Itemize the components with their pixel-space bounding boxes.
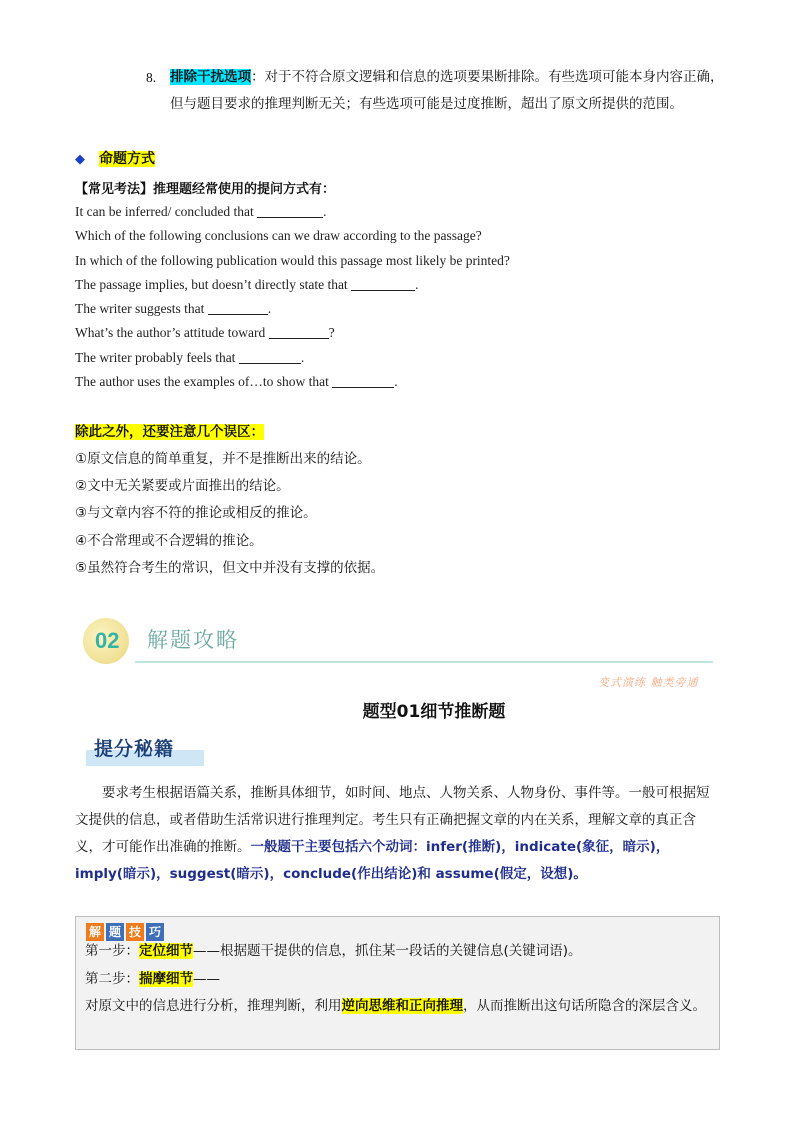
list-item: ④不合常理或不合逻辑的推论。: [75, 532, 263, 549]
type-title: 题型01细节推断题: [362, 702, 506, 722]
tips-label-char: 题: [106, 923, 124, 941]
step-1: [85, 938, 713, 966]
phrase-end: .: [267, 301, 272, 317]
step-text: 对原文中的信息进行分析，推理判断，利用: [85, 998, 342, 1014]
answer-blank: [269, 324, 329, 339]
phrase-text: Which of the following conclusions can we draw according to the passage?: [75, 228, 482, 244]
phrase-line: [75, 249, 715, 273]
phrase-line: [75, 370, 715, 394]
list-item: ⑤虽然符合考生的常识，但文中并没有支撑的依据。: [75, 559, 385, 576]
kaofa-title: 【常见考法】推理题经常使用的提问方式有：: [75, 182, 336, 197]
section-title: 解题攻略: [147, 628, 239, 652]
step-text: ——根据题干提供的信息，抓住某一段话的关键信息(关键词语)。: [193, 943, 582, 959]
section-subtitle: 变式演练 触类旁通: [598, 676, 699, 689]
pitfall-title-text: 除此之外，还要注意几个误区：: [75, 424, 264, 440]
list-item: ③与文章内容不符的推论或相反的推论。: [75, 505, 317, 522]
phrase-end: .: [394, 374, 398, 390]
tips-label-char: 解: [86, 923, 104, 941]
answer-blank: [239, 349, 301, 364]
list-item: ②文中无关紧要或片面推出的结论。: [75, 478, 290, 495]
question-phrases: [75, 200, 715, 394]
heading-text: 命题方式: [99, 151, 155, 167]
step-text: ，从而推断出这句话所隐含的深层含义。: [463, 998, 706, 1014]
phrase-line: [75, 224, 715, 248]
phrase-end: .: [323, 204, 327, 219]
step-prefix: 第二步：: [85, 970, 139, 987]
pitfall-list: [75, 446, 384, 582]
tips-content: [85, 938, 713, 1021]
phrase-end: .: [415, 276, 419, 292]
answer-blank: [208, 300, 268, 315]
list-item: ①原文信息的简单重复，并不是推断出来的结论。: [75, 451, 371, 467]
phrase-end: .: [300, 349, 305, 365]
phrase-text: The author uses the examples of…to show that: [75, 374, 333, 390]
step-prefix: 第一步：: [85, 943, 139, 959]
paragraph-text: 要求考生根据语篇关系，推断具体细节，如时间、地点、人物关系、人物身份、事件等。一般可根据短文提供的信息，或者借助生活常识进行推理判定。考生只有正确把握文章的内在关系，理解文章的真正含义，才可能作出准确的推断。: [75, 785, 710, 855]
phrase-text: The writer suggests that: [75, 301, 208, 317]
answer-blank: [332, 373, 394, 388]
section-heading-mingti: [75, 148, 155, 168]
tifen-badge: [86, 732, 206, 768]
explanation-paragraph: [75, 780, 721, 888]
tips-label-char: 巧: [146, 923, 164, 941]
phrase-text: The passage implies, but doesn’t directly state that: [75, 276, 352, 292]
phrase-text: The writer probably feels that: [75, 349, 239, 365]
phrase-end: ?: [328, 325, 335, 341]
item-text: ：对于不符合原文逻辑和信息的选项要果断排除。有些选项可能本身内容正确，但与题目要求的推理判断无关；有些选项可能是过度推断，超出了原文所提供的范围。: [170, 69, 724, 112]
phrase-text: It can be inferred/ concluded that: [75, 204, 258, 219]
section-divider: [135, 661, 713, 663]
tifen-label: 提分秘籍: [94, 738, 175, 760]
pitfall-title: [75, 420, 264, 440]
diamond-bullet-icon: ◆: [75, 152, 85, 167]
step-label: 揣摩细节: [139, 970, 193, 987]
item-number: 8.: [146, 70, 157, 85]
phrase-line: [75, 297, 715, 321]
list-item-8: [146, 64, 726, 118]
phrase-line: [75, 346, 715, 370]
section-header-02: [75, 614, 720, 669]
phrase-line: [75, 200, 715, 224]
tips-label-char: 技: [126, 923, 144, 941]
phrase-text: In which of the following publication would this passage most likely be printed?: [75, 252, 510, 268]
section-number: 02: [95, 628, 120, 653]
step-label: 逆向思维和正向推理: [341, 998, 463, 1014]
tips-box: [75, 916, 720, 1050]
step-2-body: [85, 993, 713, 1021]
item-label-highlight: 排除干扰选项: [170, 69, 251, 85]
answer-blank: [351, 276, 415, 291]
phrase-line: [75, 321, 715, 345]
phrase-text: What’s the author’s attitude toward: [75, 325, 269, 341]
answer-blank: [257, 203, 323, 218]
step-2: [85, 966, 713, 994]
phrase-line: [75, 273, 715, 297]
paragraph-bold-text: 一般题干主要包括六个动词：infer(推断)，indicate(象征，暗示)，imply(暗示)，suggest(暗示)，conclude(作出结论)和 assume(假定，设想)。: [75, 839, 670, 882]
step-dash: ——: [193, 970, 220, 987]
step-label: 定位细节: [139, 943, 193, 959]
